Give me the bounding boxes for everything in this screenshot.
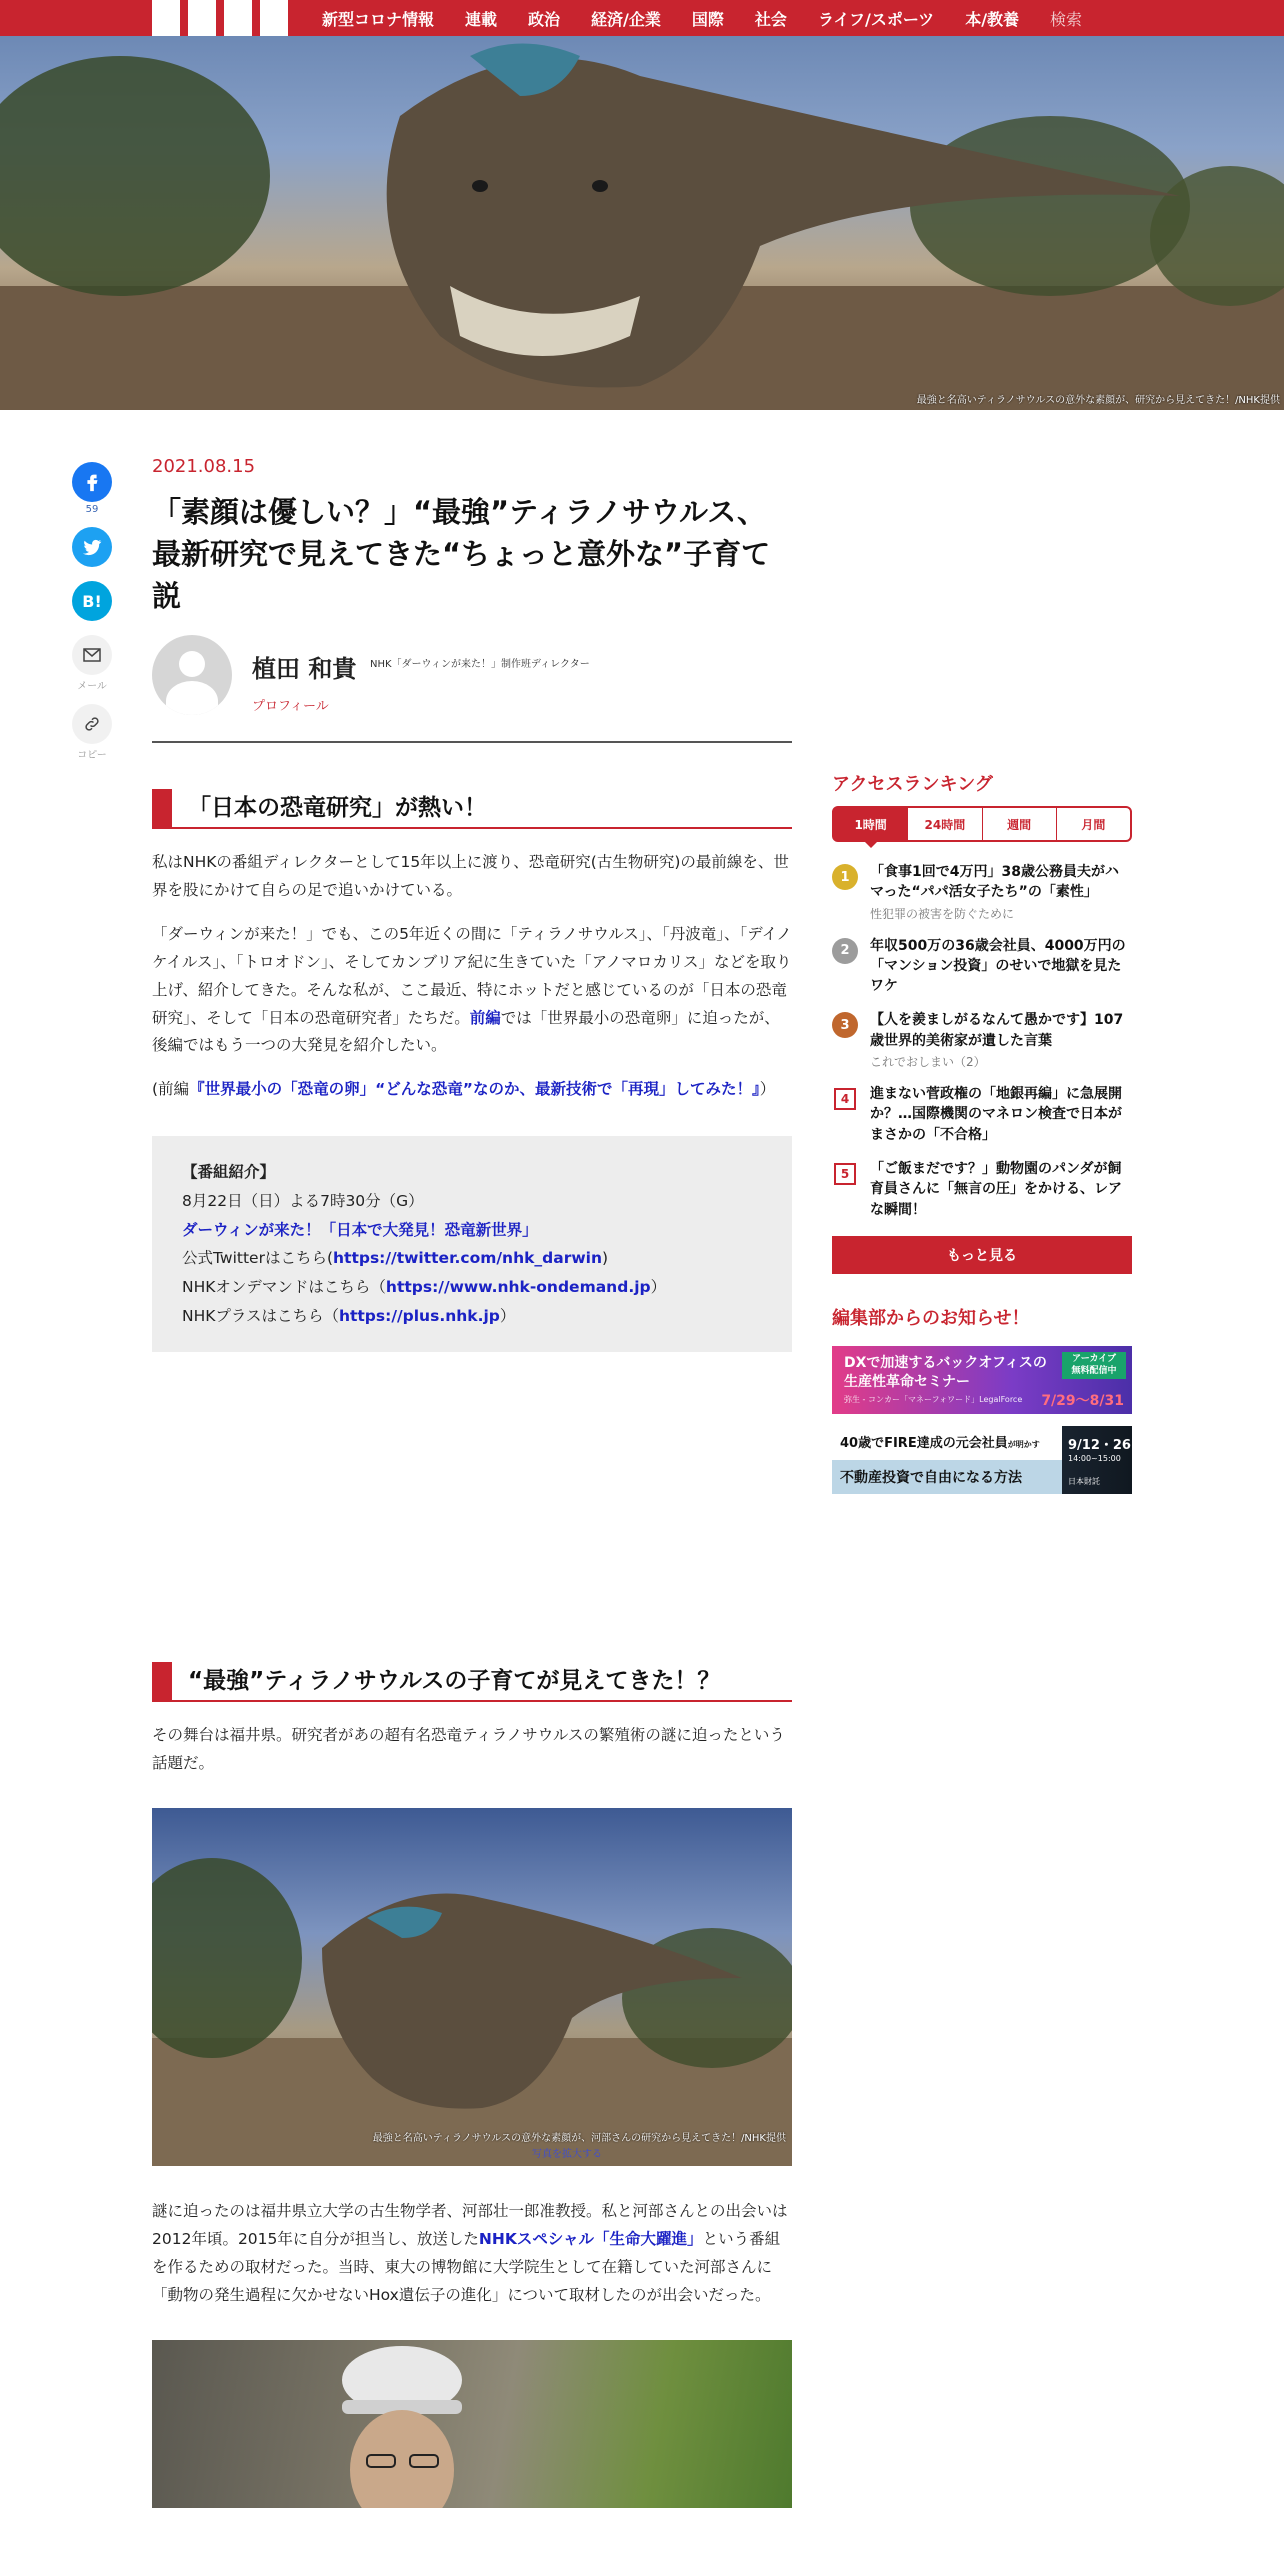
rank-badge-gold: 1: [832, 864, 858, 890]
divider: [152, 741, 792, 743]
prev-article-title-link[interactable]: 『世界最小の「恐竜の卵」“どんな恐竜”なのか、最新技術で「再現」してみた！』: [189, 1080, 760, 1099]
paragraph: その舞台は福井県。研究者があの超有名恐竜ティラノサウルスの繁殖術の謎に迫ったという話題だ。: [152, 1726, 785, 1773]
ranking-item-title[interactable]: 「食事1回で4万円」38歳公務員夫がハマった“パパ活女子たち”の「素性」: [870, 864, 1119, 901]
ranking-item-sub: これでおしまい（2）: [870, 1055, 986, 1070]
plus-info: NHKプラスはこちら（https://plus.nhk.jp）: [182, 1306, 516, 1325]
author-block: [152, 635, 792, 715]
site-logo[interactable]: [152, 0, 288, 36]
top-nav: [0, 0, 1284, 36]
rank-badge: 4: [834, 1088, 856, 1110]
article-main: [152, 456, 792, 2508]
twitter-share-button[interactable]: [72, 527, 112, 567]
nav-item-society[interactable]: 社会: [754, 9, 787, 29]
nav-item-series[interactable]: 連載: [465, 9, 498, 29]
article-photo-2[interactable]: [152, 2340, 792, 2508]
banner2-sub: 不動産投資で自由になる方法: [832, 1460, 1062, 1494]
twitter-icon: [81, 536, 103, 558]
ranking-tabs: [832, 806, 1132, 842]
plus-link[interactable]: https://plus.nhk.jp: [338, 1306, 500, 1325]
ranking-item[interactable]: [832, 862, 1132, 922]
ondemand-info: NHKオンデマンドはこちら（https://www.nhk-ondemand.jp）: [182, 1277, 667, 1296]
enlarge-photo-link[interactable]: 写真を拡大する: [532, 2149, 602, 2161]
nav-item-corona[interactable]: 新型コロナ情報: [322, 9, 435, 29]
mail-icon: [83, 648, 101, 662]
logo-stripe: [260, 0, 288, 36]
ondemand-link[interactable]: https://www.nhk-ondemand.jp: [385, 1277, 651, 1296]
tab-1hour[interactable]: 1時間: [834, 808, 908, 840]
banner2-title-tag: が明かす: [1007, 1439, 1040, 1449]
seminar-banner[interactable]: [832, 1346, 1132, 1414]
paragraph: 「ダーウィンが来た！」でも、この5年近くの間に「ティラノサウルス」、「丹波竜」、「デイノケイルス」、「トロオドン」、そしてカンブリア紀に生きていた「アノマロカリス」などを取り上げ、紹介してきた。そんな私が、ここ最近、特にホットだと感じているのが「日本の恐竜研究」、そして「日本の恐竜研究者」たちだ。前編では「世界最小の恐竜卵」に迫ったが、後編ではもう一つの大発見を紹介したい。: [152, 924, 792, 1055]
nav-item-books[interactable]: 本/教養: [965, 9, 1020, 29]
copy-link-button[interactable]: [72, 704, 112, 744]
nav-item-life-sports[interactable]: ライフ/スポーツ: [817, 9, 935, 29]
banner2-date: 9/12・26: [1068, 1437, 1131, 1453]
section-heading-text: “最強”ティラノサウルスの子育てが見えてきた！？: [188, 1668, 721, 1695]
banner2-title: 40歳でFIRE達成の元会社員: [840, 1435, 1008, 1451]
ranking-item[interactable]: [832, 1159, 1132, 1220]
facebook-share-button[interactable]: [72, 462, 112, 502]
hatena-icon: B!: [82, 591, 102, 611]
nav-item-politics[interactable]: 政治: [528, 9, 561, 29]
nav-item-international[interactable]: 国際: [691, 9, 724, 29]
section-heading-text: 「日本の恐竜研究」が熱い！: [188, 795, 487, 822]
share-column: [70, 462, 114, 773]
ranking-item-sub: 性犯罪の被害を防ぐために: [870, 906, 1015, 921]
paragraph: (前編『世界最小の「恐竜の卵」“どんな恐竜”なのか、最新技術で「再現」してみた！』）: [152, 1080, 776, 1099]
facebook-share-count: 59: [85, 504, 99, 515]
banner2-sponsor: 日本財託: [1068, 1476, 1100, 1486]
mail-share-button[interactable]: [72, 635, 112, 675]
photo-illustration: [152, 1808, 792, 2166]
nhk-special-link[interactable]: NHKスペシャル「生命大躍進」: [478, 2229, 703, 2248]
twitter-info: 公式Twitterはこちら(https://twitter.com/nhk_darwin): [182, 1249, 609, 1268]
twitter-link[interactable]: https://twitter.com/nhk_darwin: [333, 1249, 603, 1268]
mail-label: メール: [77, 681, 107, 692]
article-photo[interactable]: [152, 1808, 792, 2166]
banner-title-line2: 生産性革命セミナー: [844, 1373, 970, 1390]
rank-badge-bronze: 3: [832, 1012, 858, 1038]
avatar[interactable]: [152, 635, 232, 715]
link-icon: [83, 715, 101, 733]
logo-stripe: [224, 0, 252, 36]
program-link[interactable]: ダーウィンが来た！「日本で大発見！恐竜新世界」: [182, 1220, 538, 1239]
article-title: 「素顔は優しい？」“最強”ティラノサウルス、最新研究で見えてきた“ちょっと意外な”子育て説: [152, 495, 771, 614]
nav-links: [322, 0, 1082, 36]
ranking-item[interactable]: [832, 936, 1132, 997]
hero-caption: 最強と名高いティラノサウルスの意外な素顔が、研究から見えてきた！/NHK提供: [916, 395, 1280, 406]
logo-stripe: [188, 0, 216, 36]
author-name[interactable]: 植田 和貴: [252, 655, 357, 684]
ranking-item-title[interactable]: 「ご飯まだです？」動物園のパンダが飼育員さんに「無言の圧」をかける、レアな瞬間！: [870, 1160, 1122, 1218]
archive-badge: アーカイブ 無料配信中: [1062, 1352, 1126, 1379]
program-info-box: [152, 1136, 792, 1352]
author-role: NHK「ダーウィンが来た！」制作班ディレクター: [370, 659, 590, 671]
more-ranking-button[interactable]: もっと見る: [832, 1236, 1132, 1274]
photo-illustration: [152, 2340, 792, 2508]
paragraph: 私はNHKの番組ディレクターとして15年以上に渡り、恐竜研究(古生物研究)の最前線を、世界を股にかけて自らの足で追いかけている。: [152, 853, 789, 900]
prev-article-link[interactable]: 前編: [469, 1008, 501, 1027]
ranking-item-title[interactable]: 年収500万の36歳会社員、4000万円の「マンション投資」のせいで地獄を見たワケ: [870, 937, 1126, 995]
tab-monthly[interactable]: 月間: [1081, 817, 1106, 832]
nav-search[interactable]: 検索: [1050, 9, 1083, 29]
tab-weekly[interactable]: 週間: [983, 808, 1057, 840]
ranking-item-title[interactable]: 【人を羨ましがるなんて愚かです】107歳世界的美術家が遺した言葉: [870, 1012, 1124, 1049]
paragraph: 謎に迫ったのは福井県立大学の古生物学者、河部壮一郎准教授。私と河部さんとの出会いは2012年頃。2015年に自分が担当し、放送したNHKスペシャル「生命大躍進」という番組を作るための取材だった。当時、東大の博物館に大学院生として在籍していた河部さんに「動物の発生過程に欠かせないHox遺伝子の進化」について取材したのが出会いだった。: [152, 2202, 788, 2304]
ranking-item[interactable]: [832, 1010, 1132, 1070]
facebook-icon: [81, 471, 103, 493]
rank-badge: 5: [834, 1163, 856, 1185]
nav-item-economy[interactable]: 経済/企業: [591, 9, 661, 29]
section-heading: [152, 1662, 792, 1702]
section-heading: [152, 789, 792, 829]
banner-dates: 7/29〜8/31: [1041, 1392, 1124, 1409]
banner-sponsors: 弥生 - コンカー「マネーフォワード」LegalForce: [844, 1394, 1023, 1404]
banner-title-line1: DXで加速するバックオフィスの: [844, 1354, 1047, 1371]
ranking-heading: アクセスランキング: [832, 774, 993, 795]
program-info-heading: 【番組紹介】: [182, 1163, 276, 1182]
sidebar: [832, 770, 1132, 1494]
photo-caption: 最強と名高いティラノサウルスの意外な素顔が、河部さんの研究から見えてきた！/NHK提供: [372, 2133, 786, 2145]
hero-image: [0, 36, 1284, 410]
rank-badge-silver: 2: [832, 938, 858, 964]
author-profile-link[interactable]: プロフィール: [252, 699, 329, 715]
banner2-title-area: [832, 1426, 1062, 1460]
copy-label: コピー: [77, 750, 107, 761]
notice-heading: 編集部からのお知らせ！: [832, 1307, 1030, 1329]
ranking-item-title[interactable]: 進まない菅政権の「地銀再編」に急展開か？…国際機関のマネロン検査で日本がまさかの「不合格」: [870, 1086, 1122, 1143]
ranking-item[interactable]: [832, 1084, 1132, 1145]
tab-24hour[interactable]: 24時間: [908, 808, 982, 840]
hatena-bookmark-button[interactable]: [72, 581, 112, 621]
hero-illustration: [0, 36, 1284, 410]
logo-stripe: [152, 0, 180, 36]
banner2-time: 14:00~15:00: [1068, 1453, 1121, 1463]
article-date: 2021.08.15: [152, 456, 256, 477]
program-schedule: 8月22日（日）よる7時30分（G）: [182, 1191, 424, 1210]
fire-banner[interactable]: [832, 1426, 1132, 1494]
